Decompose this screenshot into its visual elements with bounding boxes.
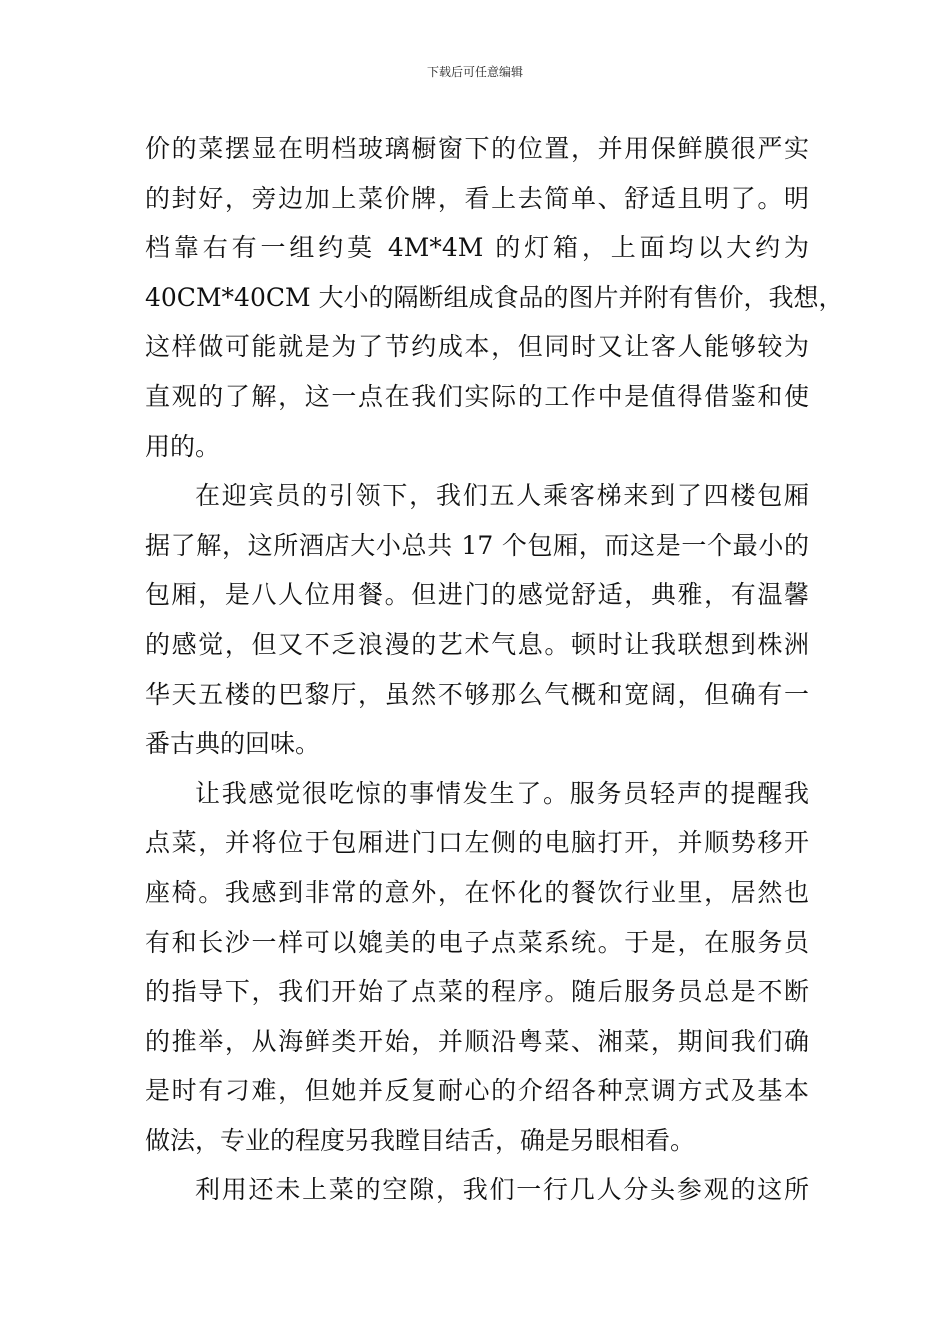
page-header: 下载后可任意编辑 (426, 65, 523, 79)
text-line: 点菜，并将位于包厢进门口左侧的电脑打开，并顺势移开 (145, 828, 809, 858)
text-line: 是时有刁难，但她并反复耐心的介绍各种烹调方式及基本 (145, 1076, 809, 1106)
text-line: 档靠右有一组约莫 4M*4M 的灯箱，上面均以大约为 (145, 233, 809, 263)
text-line: 的推举，从海鲜类开始，并顺沿粤菜、湘菜，期间我们确 (145, 1026, 809, 1056)
text-line: 的感觉，但又不乏浪漫的艺术气息。顿时让我联想到株洲 (145, 629, 809, 659)
text-line: 价的菜摆显在明档玻璃橱窗下的位置，并用保鲜膜很严实 (145, 134, 809, 163)
text-line: 这样做可能就是为了节约成本，但同时又让客人能够较为 (145, 332, 809, 362)
text-line: 座椅。我感到非常的意外，在怀化的餐饮行业里，居然也 (145, 877, 809, 907)
text-line: 华天五楼的巴黎厅，虽然不够那么气概和宽阔，但确有一 (145, 679, 809, 709)
text-line: 让我感觉很吃惊的事情发生了。服务员轻声的提醒我 (195, 778, 809, 808)
text-line: 番古典的回味。 (145, 729, 321, 759)
text-line: 直观的了解，这一点在我们实际的工作中是值得借鉴和使 (145, 381, 809, 411)
document-body (145, 124, 844, 1215)
text-line: 在迎宾员的引领下，我们五人乘客梯来到了四楼包厢 (195, 481, 809, 511)
text-line: 用的。 (145, 431, 221, 461)
text-line: 40CM*40CM 大小的隔断组成食品的图片并附有售价，我想， (145, 282, 844, 312)
text-line: 据了解，这所酒店大小总共 17 个包厢，而这是一个最小的 (145, 530, 809, 560)
text-line: 的指导下，我们开始了点菜的程序。随后服务员总是不断 (145, 977, 809, 1007)
text-line: 的封好，旁边加上菜价牌，看上去简单、舒适且明了。明 (145, 183, 809, 213)
text-line: 利用还未上菜的空隙，我们一行几人分头参观的这所 (195, 1175, 809, 1205)
paragraph (145, 471, 809, 769)
text-line: 包厢，是八人位用餐。但进门的感觉舒适，典雅，有温馨 (145, 580, 809, 610)
paragraph (145, 124, 844, 471)
text-line: 做法，专业的程度另我瞠目结舌，确是另眼相看。 (145, 1125, 696, 1155)
paragraph (145, 1165, 809, 1215)
text-line: 有和长沙一样可以媲美的电子点菜系统。于是，在服务员 (145, 927, 809, 957)
paragraph (145, 769, 809, 1166)
